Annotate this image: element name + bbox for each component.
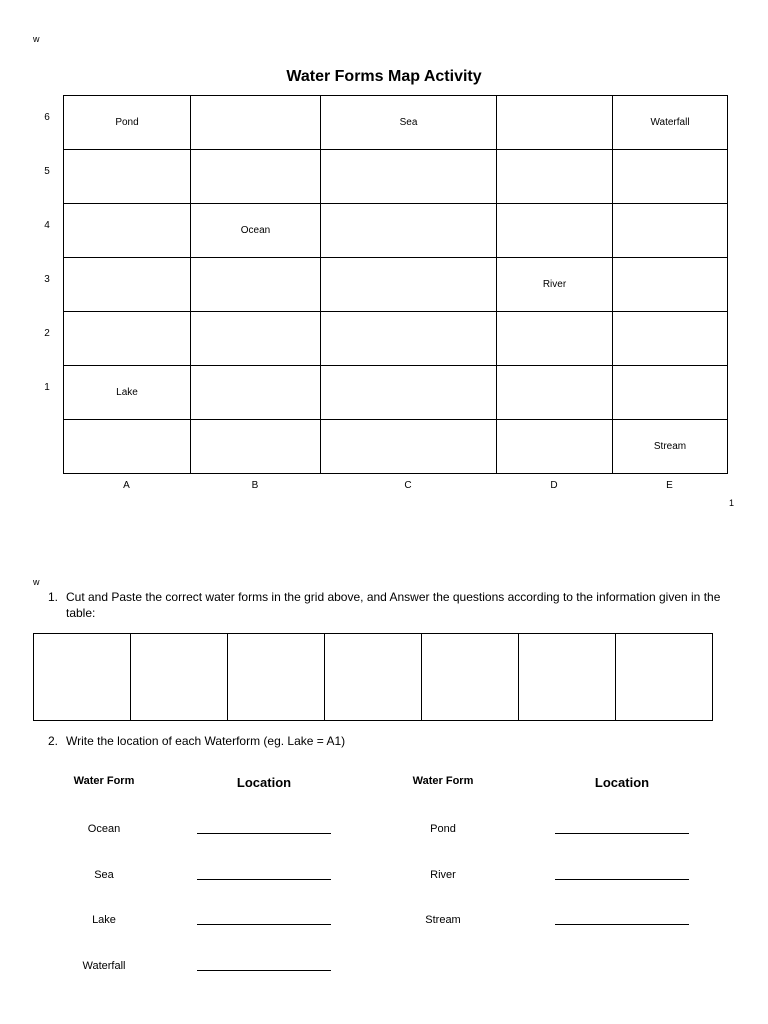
question-1-text: Cut and Paste the correct water forms in the grid above, and Answer the questions according to the information given in the table: (66, 590, 721, 620)
grid-cell[interactable] (321, 420, 497, 474)
location-answer-line[interactable] (555, 879, 689, 880)
grid-cell[interactable] (191, 366, 321, 420)
location-answer-line[interactable] (555, 924, 689, 925)
grid-cell[interactable]: Ocean (191, 204, 321, 258)
grid-cell[interactable] (613, 204, 728, 258)
grid-cell[interactable] (191, 258, 321, 312)
row-label: 4 (44, 220, 50, 231)
water-form-right-item: Pond (430, 823, 456, 835)
grid-cell[interactable] (191, 420, 321, 474)
column-label: A (123, 480, 130, 491)
question-2-number: 2. (48, 734, 59, 748)
location-answer-line[interactable] (555, 833, 689, 834)
row-label: 1 (44, 382, 50, 393)
grid-cell[interactable]: Waterfall (613, 96, 728, 150)
cutout-box[interactable] (519, 634, 616, 721)
grid-cell[interactable] (497, 420, 613, 474)
water-form-left-item: Sea (94, 869, 114, 881)
cutout-box[interactable] (616, 634, 713, 721)
grid-row (64, 150, 728, 204)
grid-cell[interactable] (321, 312, 497, 366)
grid-cell[interactable]: River (497, 258, 613, 312)
corner-mark-top: w (33, 34, 40, 44)
grid-row (64, 366, 728, 420)
grid-row (64, 96, 728, 150)
question-2-text: Write the location of each Waterform (eg. Lake = A1) (66, 734, 346, 748)
water-form-left-item: Lake (92, 914, 116, 926)
grid-cell[interactable] (613, 150, 728, 204)
grid-cell[interactable] (64, 420, 191, 474)
location-answer-line[interactable] (197, 970, 331, 971)
grid-cell[interactable] (497, 150, 613, 204)
water-form-left-item: Ocean (87, 823, 121, 835)
grid-cell[interactable] (191, 96, 321, 150)
grid-cell[interactable] (497, 312, 613, 366)
row-label: 2 (44, 328, 50, 339)
grid-cell[interactable]: Pond (64, 96, 191, 150)
column-label: C (404, 480, 412, 491)
grid-cell[interactable] (64, 312, 191, 366)
grid-cell[interactable]: Lake (64, 366, 191, 420)
location-header-right: Location (594, 775, 650, 790)
worksheet-title: Water Forms Map Activity (286, 68, 482, 85)
grid-cell[interactable] (497, 366, 613, 420)
grid-cell[interactable]: Sea (321, 96, 497, 150)
grid-row (64, 312, 728, 366)
water-form-header-right: Water Form (412, 775, 474, 787)
grid-cell[interactable] (497, 96, 613, 150)
cutout-box[interactable] (325, 634, 422, 721)
cutout-box[interactable] (34, 634, 131, 721)
location-answer-line[interactable] (197, 879, 331, 880)
grid-row (64, 420, 728, 474)
question-1-number: 1. (48, 590, 59, 604)
location-header-left: Location (236, 775, 292, 790)
page-number: 1 (729, 498, 735, 508)
row-label: 5 (44, 166, 50, 177)
grid-cell[interactable] (191, 312, 321, 366)
grid-row (64, 204, 728, 258)
cutout-box[interactable] (228, 634, 325, 721)
cutout-box[interactable] (422, 634, 519, 721)
grid-cell[interactable] (613, 366, 728, 420)
grid-cell[interactable] (191, 150, 321, 204)
location-answer-line[interactable] (197, 924, 331, 925)
location-answer-line[interactable] (197, 833, 331, 834)
map-grid (63, 95, 728, 474)
grid-row (64, 258, 728, 312)
grid-cell[interactable] (613, 258, 728, 312)
column-label: B (251, 480, 259, 491)
corner-mark-mid: w (33, 577, 40, 587)
row-label: 3 (44, 274, 50, 285)
grid-cell[interactable] (64, 258, 191, 312)
grid-cell[interactable] (613, 312, 728, 366)
grid-cell[interactable] (64, 204, 191, 258)
grid-cell[interactable] (64, 150, 191, 204)
water-form-right-item: Stream (425, 914, 461, 926)
grid-cell[interactable] (497, 204, 613, 258)
water-form-left-item: Waterfall (82, 960, 126, 972)
grid-cell[interactable] (321, 366, 497, 420)
cutout-strip (33, 633, 713, 721)
grid-cell[interactable] (321, 258, 497, 312)
column-label: E (666, 480, 673, 491)
column-label: D (550, 480, 558, 491)
grid-cell[interactable] (321, 204, 497, 258)
cutout-box[interactable] (131, 634, 228, 721)
grid-cell[interactable] (321, 150, 497, 204)
grid-cell[interactable]: Stream (613, 420, 728, 474)
row-label: 6 (44, 112, 50, 123)
water-form-header-left: Water Form (73, 775, 135, 787)
water-form-right-item: River (430, 869, 456, 881)
